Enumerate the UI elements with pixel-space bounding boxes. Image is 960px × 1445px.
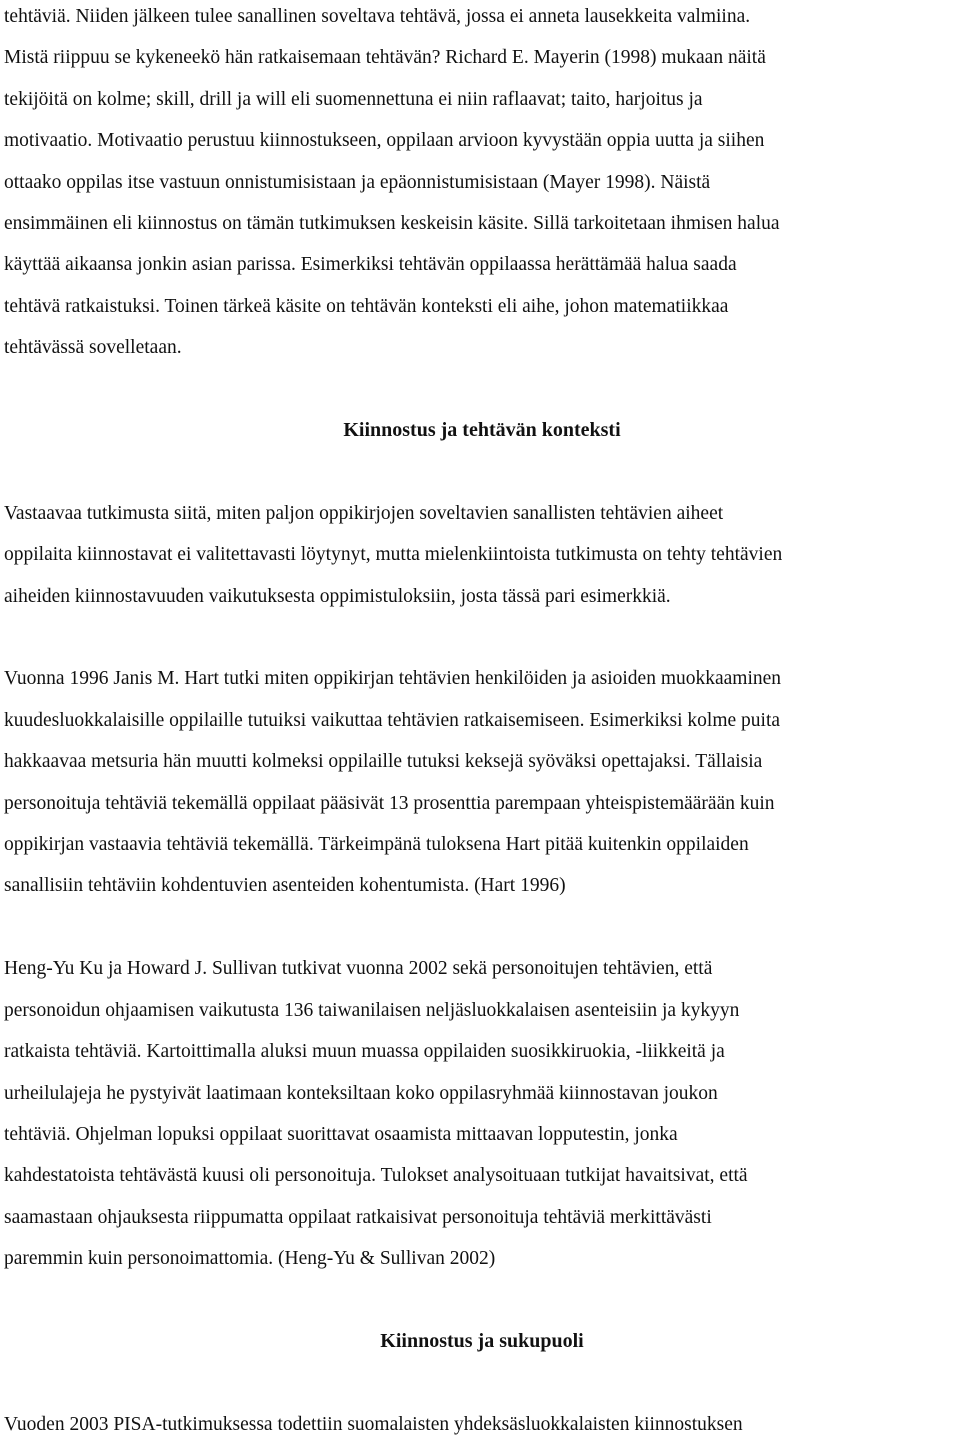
text-line: tehtäviä. Niiden jälkeen tulee sanallinen soveltava tehtävä, jossa ei anneta lausekkeita valmiina.: [4, 6, 751, 27]
paragraph-spacer: [4, 617, 960, 658]
text-line: tehtävä ratkaistuksi. Toinen tärkeä käsite on tehtävän konteksti eli aihe, johon matematiikkaa: [4, 295, 729, 317]
paragraph-spacer: [4, 1362, 960, 1403]
text-line: personoidun ohjaamisen vaikutusta 136 taiwanilaisen neljäsluokkalaisen asenteisiin ja kykyyn: [4, 999, 740, 1021]
section-heading-kiinnostus-konteksti: Kiinnostus ja tehtävän konteksti: [343, 419, 621, 442]
text-line: urheilulajeja he pystyivät laatimaan konteksiltaan koko oppilasryhmää kiinnostavan joukon: [4, 1082, 718, 1104]
text-line: paremmin kuin personoimattomia. (Heng-Yu & Sullivan 2002): [4, 1248, 496, 1270]
paragraph-spacer: [4, 1280, 960, 1321]
text-line: oppilaita kiinnostavat ei valitettavasti löytynyt, mutta mielenkiintoista tutkimusta on tehty tehtävien: [4, 544, 783, 566]
text-line: tehtäviä. Ohjelman lopuksi oppilaat suorittavat osaamista mittaavan lopputestin, jonka: [4, 1123, 678, 1145]
text-line: Vuoden 2003 PISA-tutkimuksessa todettiin suomalaisten yhdeksäsluokkalaisten kiinnostuksen: [4, 1413, 743, 1435]
text-line: ottaako oppilas itse vastuun onnistumisistaan ja epäonnistumisistaan (Mayer 1998). Näistä: [4, 171, 711, 193]
text-line: kuudesluokkalaisille oppilaille tutuiksi vaikuttaa tehtävien ratkaisemiseen. Esimerkiksi kolme puita: [4, 709, 781, 731]
text-line: ratkaista tehtäviä. Kartoittimalla aluksi muun muassa oppilaiden suosikkiruokia, -liikkeitä ja: [4, 1041, 725, 1063]
text-line: tekijöitä on kolme; skill, drill ja will eli suomennettuna ei niin raflaavat; taito, harjoitus ja: [4, 88, 703, 110]
text-line: käyttää aikaansa jonkin asian parissa. Esimerkiksi tehtävän oppilaassa herättämää halua saada: [4, 254, 737, 276]
paragraph-spacer: [4, 369, 960, 410]
document-page: [4, 0, 960, 1445]
text-line: saamastaan ohjauksesta riippumatta oppilaat ratkaisivat personoituja tehtäviä merkittävästi: [4, 1206, 712, 1228]
paragraph-intro: [4, 0, 960, 369]
paragraph-spacer: [4, 907, 960, 948]
text-line: sanallisiin tehtäviin kohdentuvien asenteiden kohentumista. (Hart 1996): [4, 875, 566, 897]
text-line: hakkaavaa metsuria hän muutti kolmeksi oppilaille tutuksi keksejä syöväksi opettajaksi. Tällaisia: [4, 751, 763, 773]
paragraph-spacer: [4, 451, 960, 492]
text-line: personoituja tehtäviä tekemällä oppilaat pääsivät 13 prosenttia parempaan yhteispistemäärään kuin: [4, 792, 775, 814]
text-line: aiheiden kiinnostavuuden vaikutuksesta oppimistuloksiin, josta tässä pari esimerkkiä.: [4, 585, 671, 607]
text-line: Mistä riippuu se kykeneekö hän ratkaisemaan tehtävän? Richard E. Mayerin (1998) mukaan näitä: [4, 47, 766, 69]
paragraph-research: [4, 493, 960, 617]
paragraph-hart: [4, 658, 960, 906]
text-line: Heng-Yu Ku ja Howard J. Sullivan tutkivat vuonna 2002 sekä personoitujen tehtävien, että: [4, 958, 713, 980]
section-heading-kiinnostus-sukupuoli: Kiinnostus ja sukupuoli: [380, 1329, 584, 1352]
text-line: motivaatio. Motivaatio perustuu kiinnostukseen, oppilaan arvioon kyvystään oppia uutta ja siihen: [4, 130, 765, 152]
text-line: tehtävässä sovelletaan.: [4, 337, 182, 359]
text-line: ensimmäinen eli kiinnostus on tämän tutkimuksen keskeisin käsite. Sillä tarkoitetaan ihmisen halua: [4, 213, 780, 235]
paragraph-ku-sullivan: [4, 948, 960, 1279]
text-line: Vuonna 1996 Janis M. Hart tutki miten oppikirjan tehtävien henkilöiden ja asioiden muokkaaminen: [4, 668, 782, 690]
text-line: oppikirjan vastaavia tehtäviä tekemällä. Tärkeimpänä tuloksena Hart pitää kuitenkin oppilaiden: [4, 834, 749, 856]
paragraph-pisa: [4, 1404, 960, 1445]
text-line: Vastaavaa tutkimusta siitä, miten paljon oppikirjojen soveltavien sanallisten tehtävien aiheet: [4, 502, 724, 524]
text-line: kahdestatoista tehtävästä kuusi oli personoituja. Tulokset analysoituaan tutkijat havaitsivat, että: [4, 1165, 748, 1187]
